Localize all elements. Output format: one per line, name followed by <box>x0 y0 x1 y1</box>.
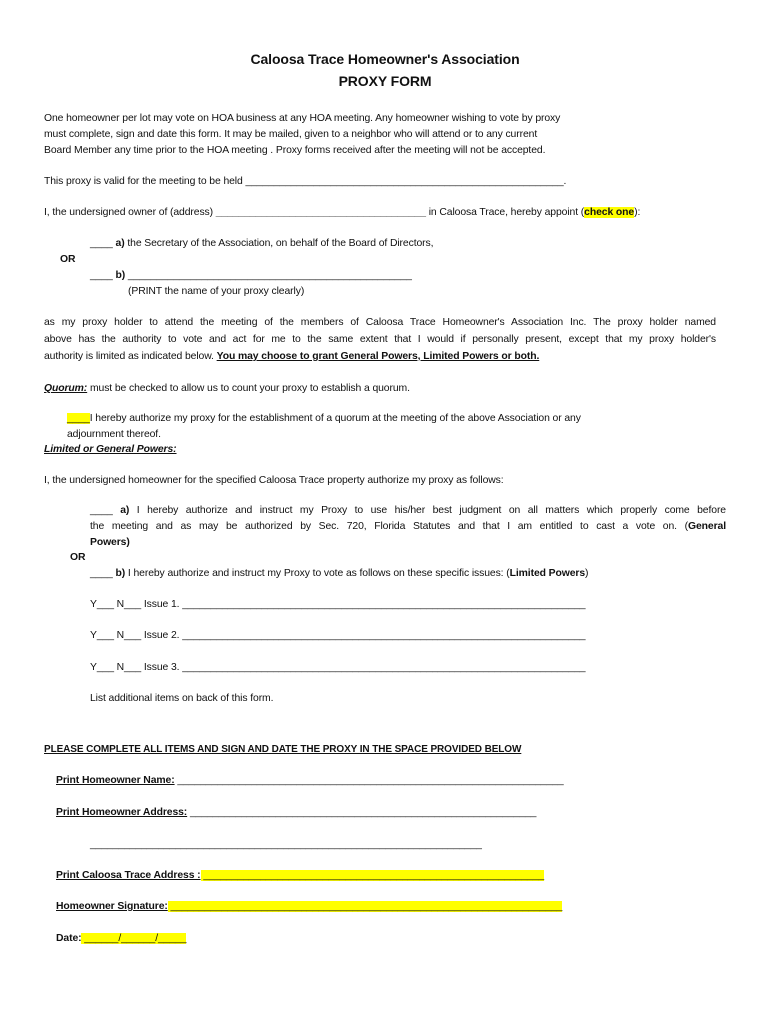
instructions-heading: PLEASE COMPLETE ALL ITEMS AND SIGN AND DATE THE PROXY IN THE SPACE PROVIDED BELOW <box>44 744 522 755</box>
quorum-text: must be checked to allow us to count your proxy to establish a quorum. <box>87 383 410 394</box>
powers-intro: I, the undersigned homeowner for the specified Caloosa Trace property authorize my proxy as follows: <box>44 475 504 486</box>
general-powers-text-1: I hereby authorize and instruct my Proxy to use his/her best judgment on all matters which properly come before <box>129 505 726 516</box>
general-powers-checkbox-blank[interactable]: ____ <box>90 505 121 516</box>
limited-powers-end: ) <box>585 568 589 579</box>
appoint-b-label: b) <box>115 270 126 281</box>
signature-blank[interactable]: _____________________________________________________________________ <box>167 901 563 912</box>
owner-address-line <box>44 206 640 220</box>
homeowner-address-label: Print Homeowner Address: <box>56 807 188 818</box>
intro-line-3: Board Member any time prior to the HOA meeting . Proxy forms received after the meeting will not be accepted. <box>44 145 546 156</box>
general-powers-label: a) <box>120 505 130 516</box>
proxy-name-note: (PRINT the name of your proxy clearly) <box>128 286 305 297</box>
homeowner-name-blank[interactable]: ____________________________________________________________________ <box>174 775 564 786</box>
holder-line-2: above has the authority to vote and act for me to the same extent that I would if personally present, except that my proxy holder's <box>44 334 716 345</box>
appoint-a-label: a) <box>115 238 125 249</box>
owner-prefix: I, the undersigned owner of (address) <box>44 207 216 218</box>
homeowner-address-field <box>56 806 536 820</box>
date-blank[interactable]: ______/______/_____ <box>81 933 187 944</box>
limited-powers-text: I hereby authorize and instruct my Proxy to vote as follows on these specific issues: ( <box>125 568 510 579</box>
general-powers-line-3: Powers) <box>90 537 130 548</box>
homeowner-address-blank[interactable]: _____________________________________________________________ <box>187 807 537 818</box>
intro-line-2: must complete, sign and date this form. It may be mailed, given to a neighbor who will attend or to any current <box>44 129 538 140</box>
signature-field <box>56 900 562 914</box>
quorum-line <box>44 382 410 396</box>
quorum-authorize-line-2: adjournment thereof. <box>67 429 161 440</box>
homeowner-address-blank-2[interactable]: _____________________________________________________________________ <box>90 839 482 850</box>
homeowner-name-label: Print Homeowner Name: <box>56 775 175 786</box>
additional-items-note: List additional items on back of this form. <box>90 693 274 704</box>
owner-suffix: in Caloosa Trace, hereby appoint ( <box>425 207 585 218</box>
quorum-checkbox-blank[interactable]: ____ <box>67 413 90 424</box>
appoint-a-text: the Secretary of the Association, on behalf of the Board of Directors, <box>124 238 434 249</box>
issue-1-line[interactable]: Y___ N___ Issue 1. _______________________________________________________________________ <box>90 599 586 610</box>
appoint-a-checkbox-blank[interactable]: ____ <box>90 238 116 249</box>
holder-line-1: as my proxy holder to attend the meeting of the members of Caloosa Trace Homeowner's Association Inc. The proxy holder named <box>44 317 716 328</box>
limited-powers-checkbox-blank[interactable]: ____ <box>90 568 116 579</box>
appoint-option-b <box>90 269 412 283</box>
general-powers-line-1 <box>90 504 726 518</box>
powers-heading: Limited or General Powers: <box>44 444 177 455</box>
holder-line-3-text: authority is limited as indicated below. <box>44 351 217 362</box>
date-label: Date: <box>56 933 82 944</box>
caloosa-address-blank[interactable]: ____________________________________________________________ <box>200 870 545 881</box>
limited-powers-bold: Limited Powers <box>509 568 586 579</box>
limited-powers-label: b) <box>115 568 126 579</box>
owner-end: ): <box>634 207 641 218</box>
intro-line-1: One homeowner per lot may vote on HOA business at any HOA meeting. Any homeowner wishing to vote by proxy <box>44 113 561 124</box>
quorum-authorize-line-1 <box>67 412 581 426</box>
general-powers-text-2: the meeting and as may be authorized by Sec. 720, Florida Statutes and that I am entitled to cast a vote on. ( <box>90 521 688 532</box>
quorum-label: Quorum: <box>44 383 88 394</box>
homeowner-name-field <box>56 774 564 788</box>
issue-3-line[interactable]: Y___ N___ Issue 3. _______________________________________________________________________ <box>90 662 586 673</box>
caloosa-address-field <box>56 869 544 883</box>
limited-powers-line <box>90 567 588 581</box>
general-powers-bold: General <box>688 521 726 532</box>
general-powers-line-2 <box>90 520 726 534</box>
page-title: Caloosa Trace Homeowner's Association <box>250 51 520 67</box>
quorum-authorize-text: I hereby authorize my proxy for the establishment of a quorum at the meeting of the above Association or any <box>89 413 581 424</box>
signature-label: Homeowner Signature: <box>56 901 168 912</box>
date-field <box>56 932 186 946</box>
page-subtitle: PROXY FORM <box>338 73 432 89</box>
holder-line-3 <box>44 350 539 364</box>
powers-or: OR <box>70 552 86 563</box>
issue-2-line[interactable]: Y___ N___ Issue 2. _______________________________________________________________________ <box>90 630 586 641</box>
owner-address-blank[interactable]: _____________________________________ <box>215 207 426 218</box>
check-one-highlight: check one <box>584 207 635 218</box>
proxy-name-blank[interactable]: __________________________________________________ <box>125 270 412 281</box>
caloosa-address-label: Print Caloosa Trace Address : <box>56 870 201 881</box>
powers-choice-note: You may choose to grant General Powers, Limited Powers or both. <box>216 351 540 362</box>
appoint-b-checkbox-blank[interactable]: ____ <box>90 270 116 281</box>
appoint-or: OR <box>60 254 76 265</box>
appoint-option-a <box>90 237 433 251</box>
meeting-date-line: This proxy is valid for the meeting to be held ________________________________________________________. <box>44 176 567 187</box>
